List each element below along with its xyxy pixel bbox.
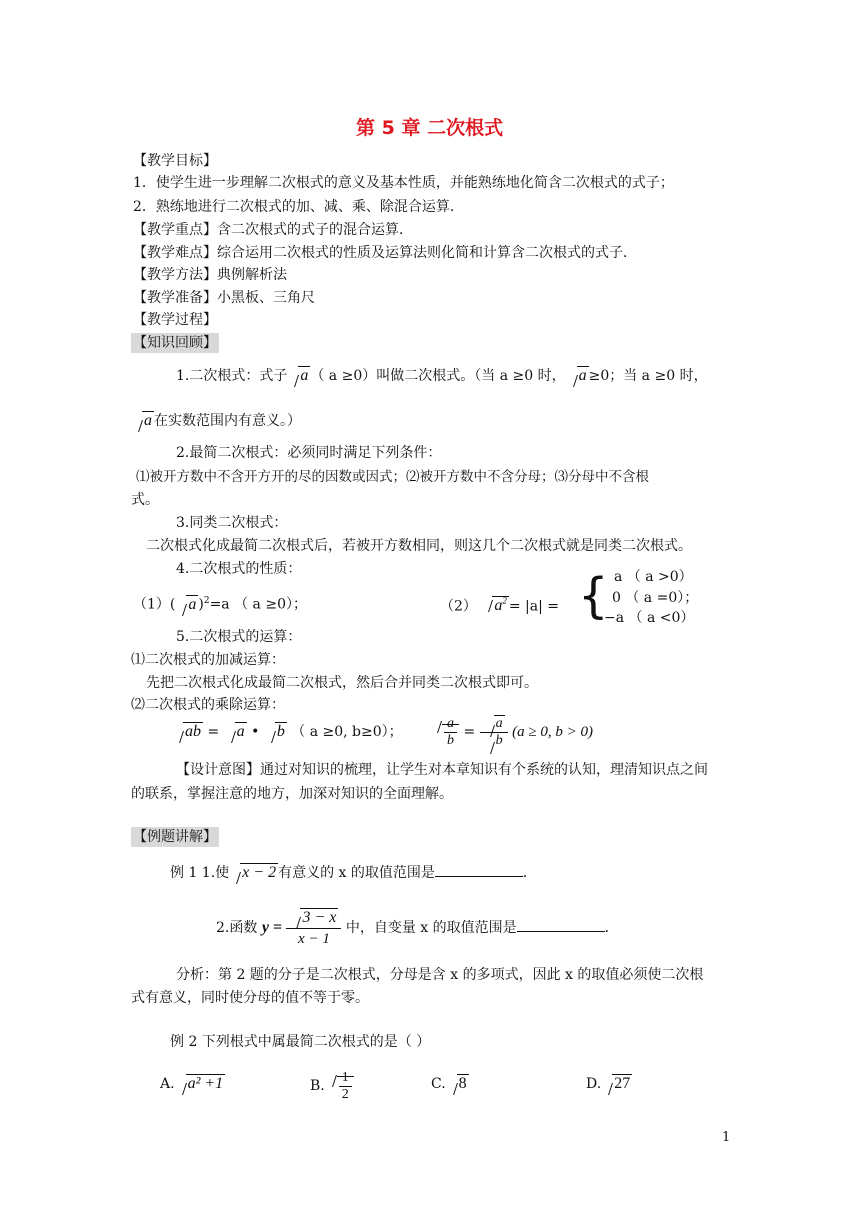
example-2: 例 2 下列根式中属最简二次根式的是（ ） (170, 1034, 431, 1050)
sqrt-a: a (287, 366, 310, 386)
answer-blank-2[interactable] (517, 917, 605, 932)
review-label: 【知识回顾】 (133, 335, 217, 351)
key-point: 【教学重点】含二次根式的式子的混合运算． (133, 222, 413, 238)
option-b: B. $\frac{1}{2}$ (310, 1066, 354, 1106)
page-number: 1 (722, 1130, 731, 1145)
review-4: 4.二次根式的性质： (176, 561, 302, 577)
review-5b: 先把二次根式化成最简二次根式，然后合并同类二次根式即可。 (146, 675, 538, 691)
div-rule: $\frac{a}{b}$ = $\frac{a}{b}$ (a ≥ 0, b > 0) (430, 712, 593, 753)
mul-rule: ab = a • b （ a ≥0, b≥0）； (172, 722, 403, 742)
page-title: 第 5 章 二次根式 (356, 117, 504, 139)
review-5a: ⑴二次根式的加减运算： (131, 652, 285, 668)
goal-1: 1．使学生进一步理解二次根式的意义及基本性质，并能熟练地化简含二次根式的式子； (133, 175, 674, 191)
review-5: 5.二次根式的运算： (176, 629, 302, 645)
process-label: 【教学过程】 (133, 312, 217, 328)
option-d: D. 27 (586, 1075, 631, 1092)
example-1-2: 2.函数 y = $\frac{3 - x}{x - 1}$ 中，自变量 x 的取值范围是 ． (216, 908, 619, 947)
preparation: 【教学准备】小黑板、三角尺 (133, 290, 315, 306)
property-1: （1）( a )$^2$=a （ a ≥0）； (133, 595, 307, 613)
review-2: 2.最简二次根式：必须同时满足下列条件： (176, 445, 442, 461)
option-c: C. 8 (431, 1075, 467, 1092)
analysis-b: 式有意义，同时使分母的值不等于零。 (131, 990, 369, 1006)
goal-label: 【教学目标】 (133, 153, 217, 169)
option-a: A. a² +1 (160, 1075, 224, 1092)
design-b: 的联系，掌握注意的地方，加深对知识的全面理解。 (131, 786, 453, 802)
property-2: （2） $a^2 = |a|$ = (440, 591, 559, 616)
review-3a: 二次根式化成最简二次根式后，若被开方数相同，则这几个二次根式就是同类二次根式。 (146, 538, 692, 554)
design-a: 【设计意图】通过对知识的梳理，让学生对本章知识有个系统的认知，理清知识点之间 (176, 762, 708, 778)
example-1-1: 例 1 1.使 x − 2 有意义的 x 的取值范围是 ． (170, 864, 537, 881)
examples-label: 【例题讲解】 (133, 829, 217, 845)
case-1: a （ a >0） (614, 569, 693, 585)
review-3: 3.同类二次根式： (176, 515, 288, 531)
review-2b: 式。 (131, 492, 159, 508)
review-5c: ⑵二次根式的乘除运算： (131, 697, 285, 713)
review-1: 1.二次根式：式子 a （ a ≥0）叫做二次根式。（当 a ≥0 时， a ≥0；当 a ≥0 时， (176, 367, 708, 384)
case-2: 0 （ a =0）； (612, 590, 699, 606)
review-2a: ⑴被开方数中不含开方开的尽的因数或因式；⑵被开方数中不含分母；⑶分母中不含根 (136, 469, 649, 485)
review-1-cont: a 在实数范围内有意义。） (131, 411, 301, 431)
case-3: −a （ a <0） (604, 610, 695, 626)
difficulty: 【教学难点】综合运用二次根式的性质及运算法则化简和计算含二次根式的式子． (133, 245, 637, 261)
answer-blank[interactable] (435, 862, 523, 877)
method: 【教学方法】典例解析法 (133, 267, 287, 283)
brace-icon: { (578, 568, 609, 624)
analysis-a: 分析：第 2 题的分子是二次根式，分母是含 x 的多项式，因此 x 的取值必须使二次根 (176, 967, 704, 983)
goal-2: 2．熟练地进行二次根式的加、减、乘、除混合运算． (133, 199, 464, 215)
